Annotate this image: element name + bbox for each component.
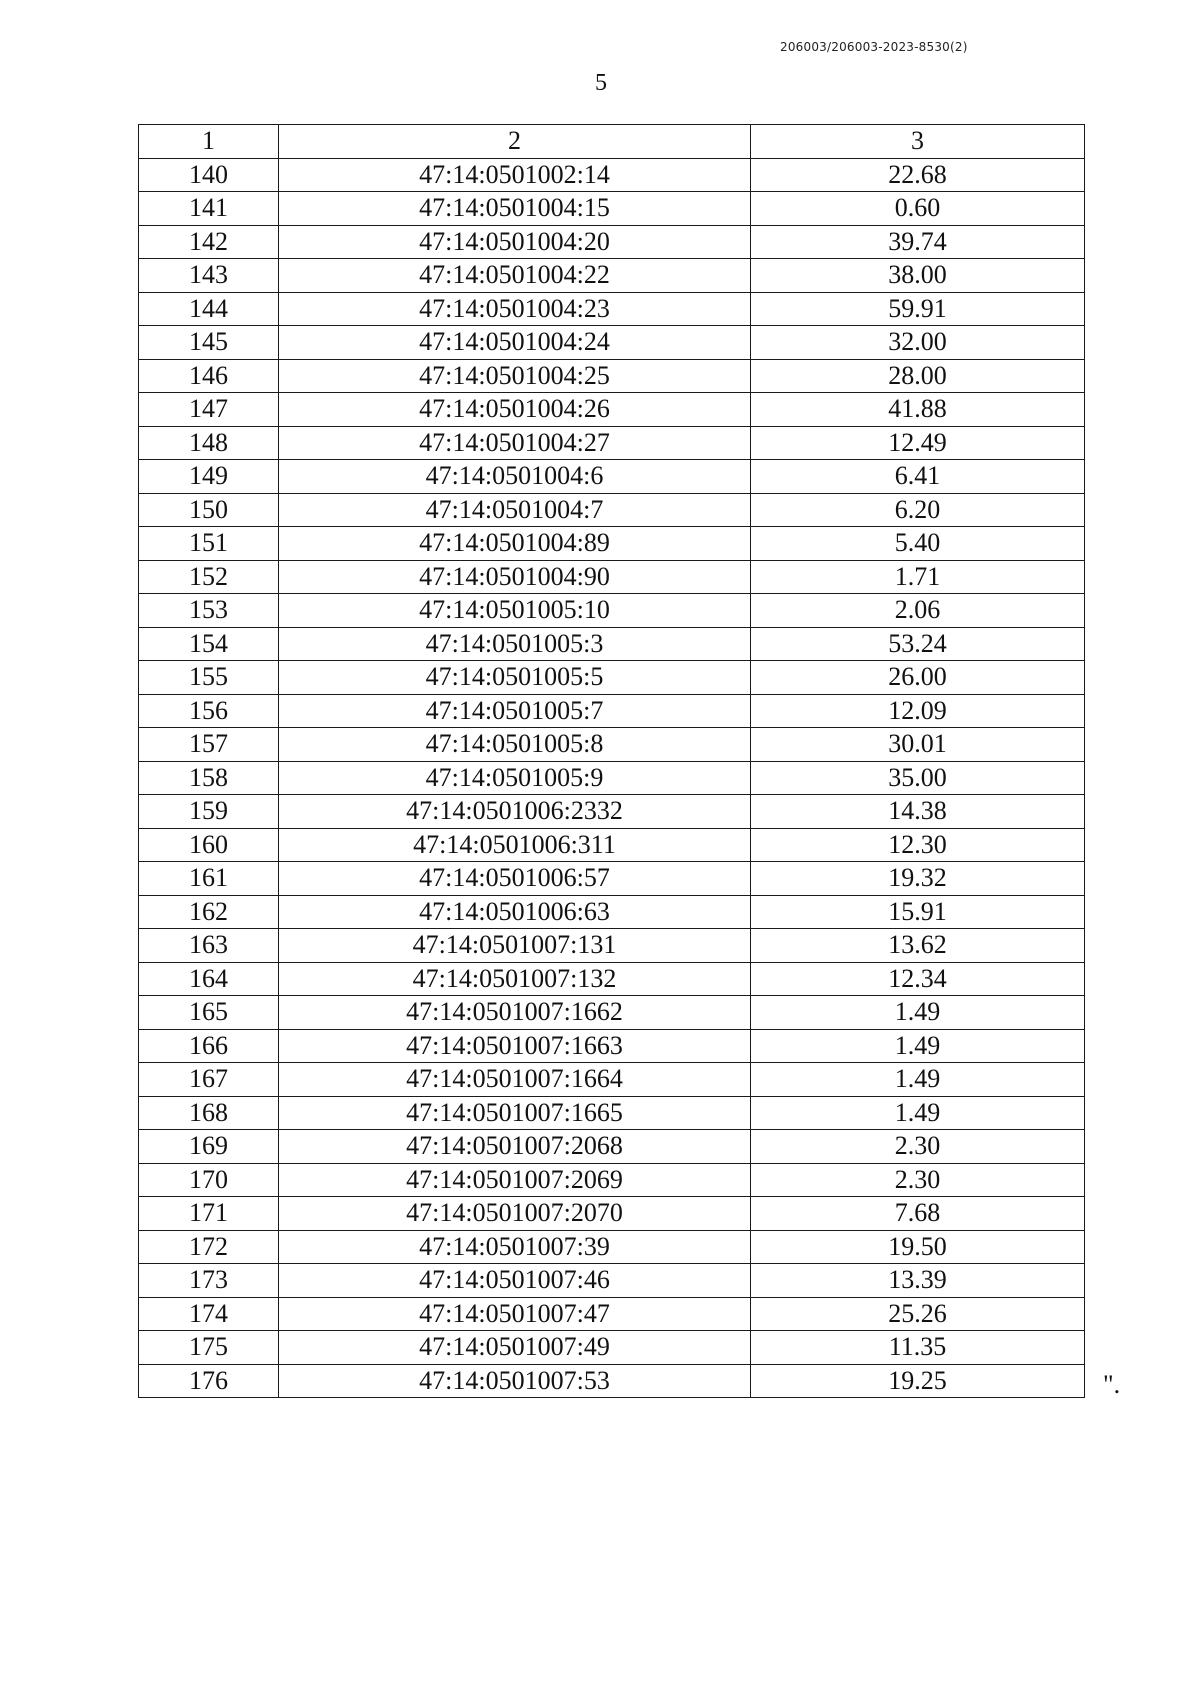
table-row [139, 326, 1085, 360]
table-row [139, 661, 1085, 695]
value-cell: 7.68 [751, 1197, 1085, 1231]
table-row [139, 761, 1085, 795]
table-row [139, 1096, 1085, 1130]
cadastral-number-cell: 47:14:0501007:132 [279, 962, 751, 996]
row-number-cell: 142 [139, 225, 279, 259]
cadastral-number-cell: 47:14:0501007:1663 [279, 1029, 751, 1063]
value-cell: 35.00 [751, 761, 1085, 795]
row-number-cell: 141 [139, 192, 279, 226]
table-row [139, 1197, 1085, 1231]
table-row [139, 1029, 1085, 1063]
value-cell: 13.39 [751, 1264, 1085, 1298]
cadastral-number-cell: 47:14:0501005:10 [279, 594, 751, 628]
cadastral-number-cell: 47:14:0501006:311 [279, 828, 751, 862]
table-row [139, 527, 1085, 561]
table-row [139, 1364, 1085, 1398]
table-row [139, 493, 1085, 527]
value-cell: 19.50 [751, 1230, 1085, 1264]
row-number-cell: 146 [139, 359, 279, 393]
cadastral-number-cell: 47:14:0501004:24 [279, 326, 751, 360]
cadastral-number-cell: 47:14:0501004:6 [279, 460, 751, 494]
row-number-cell: 173 [139, 1264, 279, 1298]
table-row [139, 225, 1085, 259]
value-cell: 32.00 [751, 326, 1085, 360]
value-cell: 14.38 [751, 795, 1085, 829]
value-cell: 12.30 [751, 828, 1085, 862]
row-number-cell: 169 [139, 1130, 279, 1164]
row-number-cell: 144 [139, 292, 279, 326]
cadastral-number-cell: 47:14:0501005:3 [279, 627, 751, 661]
table-row [139, 1264, 1085, 1298]
cadastral-number-cell: 47:14:0501004:89 [279, 527, 751, 561]
value-cell: 1.49 [751, 1096, 1085, 1130]
table-row [139, 393, 1085, 427]
value-cell: 6.41 [751, 460, 1085, 494]
value-cell: 12.49 [751, 426, 1085, 460]
row-number-cell: 158 [139, 761, 279, 795]
table-row [139, 359, 1085, 393]
cadastral-number-cell: 47:14:0501007:53 [279, 1364, 751, 1398]
cadastral-number-cell: 47:14:0501005:8 [279, 728, 751, 762]
table-row [139, 929, 1085, 963]
row-number-cell: 167 [139, 1063, 279, 1097]
value-cell: 26.00 [751, 661, 1085, 695]
row-number-cell: 171 [139, 1197, 279, 1231]
cadastral-number-cell: 47:14:0501004:22 [279, 259, 751, 293]
closing-quote-mark: ". [1103, 1370, 1121, 1399]
value-cell: 6.20 [751, 493, 1085, 527]
value-cell: 2.30 [751, 1130, 1085, 1164]
value-cell: 38.00 [751, 259, 1085, 293]
table-row [139, 1230, 1085, 1264]
value-cell: 19.32 [751, 862, 1085, 896]
column-header-2: 2 [279, 125, 751, 159]
cadastral-number-cell: 47:14:0501007:131 [279, 929, 751, 963]
cadastral-number-cell: 47:14:0501005:7 [279, 694, 751, 728]
table-row [139, 259, 1085, 293]
table-row [139, 1063, 1085, 1097]
row-number-cell: 148 [139, 426, 279, 460]
row-number-cell: 166 [139, 1029, 279, 1063]
row-number-cell: 140 [139, 158, 279, 192]
cadastral-number-cell: 47:14:0501007:39 [279, 1230, 751, 1264]
table-row [139, 1297, 1085, 1331]
table-row [139, 292, 1085, 326]
cadastral-number-cell: 47:14:0501002:14 [279, 158, 751, 192]
cadastral-number-cell: 47:14:0501007:47 [279, 1297, 751, 1331]
value-cell: 12.09 [751, 694, 1085, 728]
page-number: 5 [595, 70, 607, 96]
value-cell: 19.25 [751, 1364, 1085, 1398]
cadastral-number-cell: 47:14:0501005:5 [279, 661, 751, 695]
table-row [139, 460, 1085, 494]
table-body [139, 158, 1085, 1398]
value-cell: 2.30 [751, 1163, 1085, 1197]
row-number-cell: 174 [139, 1297, 279, 1331]
table-row [139, 1130, 1085, 1164]
row-number-cell: 143 [139, 259, 279, 293]
table-row [139, 627, 1085, 661]
value-cell: 12.34 [751, 962, 1085, 996]
value-cell: 5.40 [751, 527, 1085, 561]
row-number-cell: 170 [139, 1163, 279, 1197]
row-number-cell: 156 [139, 694, 279, 728]
column-header-1: 1 [139, 125, 279, 159]
data-table [138, 124, 1085, 1398]
table-row [139, 728, 1085, 762]
cadastral-number-cell: 47:14:0501004:23 [279, 292, 751, 326]
table-header [139, 125, 1085, 159]
row-number-cell: 175 [139, 1331, 279, 1365]
row-number-cell: 163 [139, 929, 279, 963]
table-container [138, 124, 1084, 1398]
row-number-cell: 151 [139, 527, 279, 561]
cadastral-number-cell: 47:14:0501004:25 [279, 359, 751, 393]
cadastral-number-cell: 47:14:0501007:2068 [279, 1130, 751, 1164]
row-number-cell: 147 [139, 393, 279, 427]
row-number-cell: 162 [139, 895, 279, 929]
row-number-cell: 161 [139, 862, 279, 896]
value-cell: 22.68 [751, 158, 1085, 192]
cadastral-number-cell: 47:14:0501007:1664 [279, 1063, 751, 1097]
row-number-cell: 149 [139, 460, 279, 494]
value-cell: 41.88 [751, 393, 1085, 427]
value-cell: 15.91 [751, 895, 1085, 929]
table-row [139, 426, 1085, 460]
column-header-3: 3 [751, 125, 1085, 159]
table-row [139, 158, 1085, 192]
value-cell: 53.24 [751, 627, 1085, 661]
value-cell: 39.74 [751, 225, 1085, 259]
row-number-cell: 176 [139, 1364, 279, 1398]
value-cell: 30.01 [751, 728, 1085, 762]
row-number-cell: 160 [139, 828, 279, 862]
cadastral-number-cell: 47:14:0501007:1662 [279, 996, 751, 1030]
cadastral-number-cell: 47:14:0501006:2332 [279, 795, 751, 829]
cadastral-number-cell: 47:14:0501004:7 [279, 493, 751, 527]
cadastral-number-cell: 47:14:0501004:27 [279, 426, 751, 460]
cadastral-number-cell: 47:14:0501004:20 [279, 225, 751, 259]
row-number-cell: 165 [139, 996, 279, 1030]
table-row [139, 862, 1085, 896]
value-cell: 1.71 [751, 560, 1085, 594]
document-reference: 206003/206003-2023-8530(2) [780, 40, 968, 54]
cadastral-number-cell: 47:14:0501006:63 [279, 895, 751, 929]
table-row [139, 962, 1085, 996]
cadastral-number-cell: 47:14:0501007:49 [279, 1331, 751, 1365]
table-header-row [139, 125, 1085, 159]
row-number-cell: 153 [139, 594, 279, 628]
row-number-cell: 154 [139, 627, 279, 661]
value-cell: 59.91 [751, 292, 1085, 326]
value-cell: 28.00 [751, 359, 1085, 393]
row-number-cell: 168 [139, 1096, 279, 1130]
value-cell: 13.62 [751, 929, 1085, 963]
table-row [139, 1331, 1085, 1365]
cadastral-number-cell: 47:14:0501007:46 [279, 1264, 751, 1298]
row-number-cell: 145 [139, 326, 279, 360]
value-cell: 25.26 [751, 1297, 1085, 1331]
value-cell: 1.49 [751, 996, 1085, 1030]
table-row [139, 1163, 1085, 1197]
table-row [139, 594, 1085, 628]
row-number-cell: 159 [139, 795, 279, 829]
row-number-cell: 157 [139, 728, 279, 762]
row-number-cell: 150 [139, 493, 279, 527]
cadastral-number-cell: 47:14:0501007:2070 [279, 1197, 751, 1231]
table-row [139, 192, 1085, 226]
cadastral-number-cell: 47:14:0501007:1665 [279, 1096, 751, 1130]
table-row [139, 828, 1085, 862]
table-row [139, 694, 1085, 728]
row-number-cell: 164 [139, 962, 279, 996]
value-cell: 11.35 [751, 1331, 1085, 1365]
value-cell: 0.60 [751, 192, 1085, 226]
row-number-cell: 172 [139, 1230, 279, 1264]
cadastral-number-cell: 47:14:0501004:90 [279, 560, 751, 594]
cadastral-number-cell: 47:14:0501004:15 [279, 192, 751, 226]
table-row [139, 996, 1085, 1030]
cadastral-number-cell: 47:14:0501006:57 [279, 862, 751, 896]
table-row [139, 795, 1085, 829]
cadastral-number-cell: 47:14:0501005:9 [279, 761, 751, 795]
cadastral-number-cell: 47:14:0501004:26 [279, 393, 751, 427]
value-cell: 2.06 [751, 594, 1085, 628]
row-number-cell: 155 [139, 661, 279, 695]
cadastral-number-cell: 47:14:0501007:2069 [279, 1163, 751, 1197]
row-number-cell: 152 [139, 560, 279, 594]
value-cell: 1.49 [751, 1029, 1085, 1063]
table-row [139, 560, 1085, 594]
table-row [139, 895, 1085, 929]
value-cell: 1.49 [751, 1063, 1085, 1097]
